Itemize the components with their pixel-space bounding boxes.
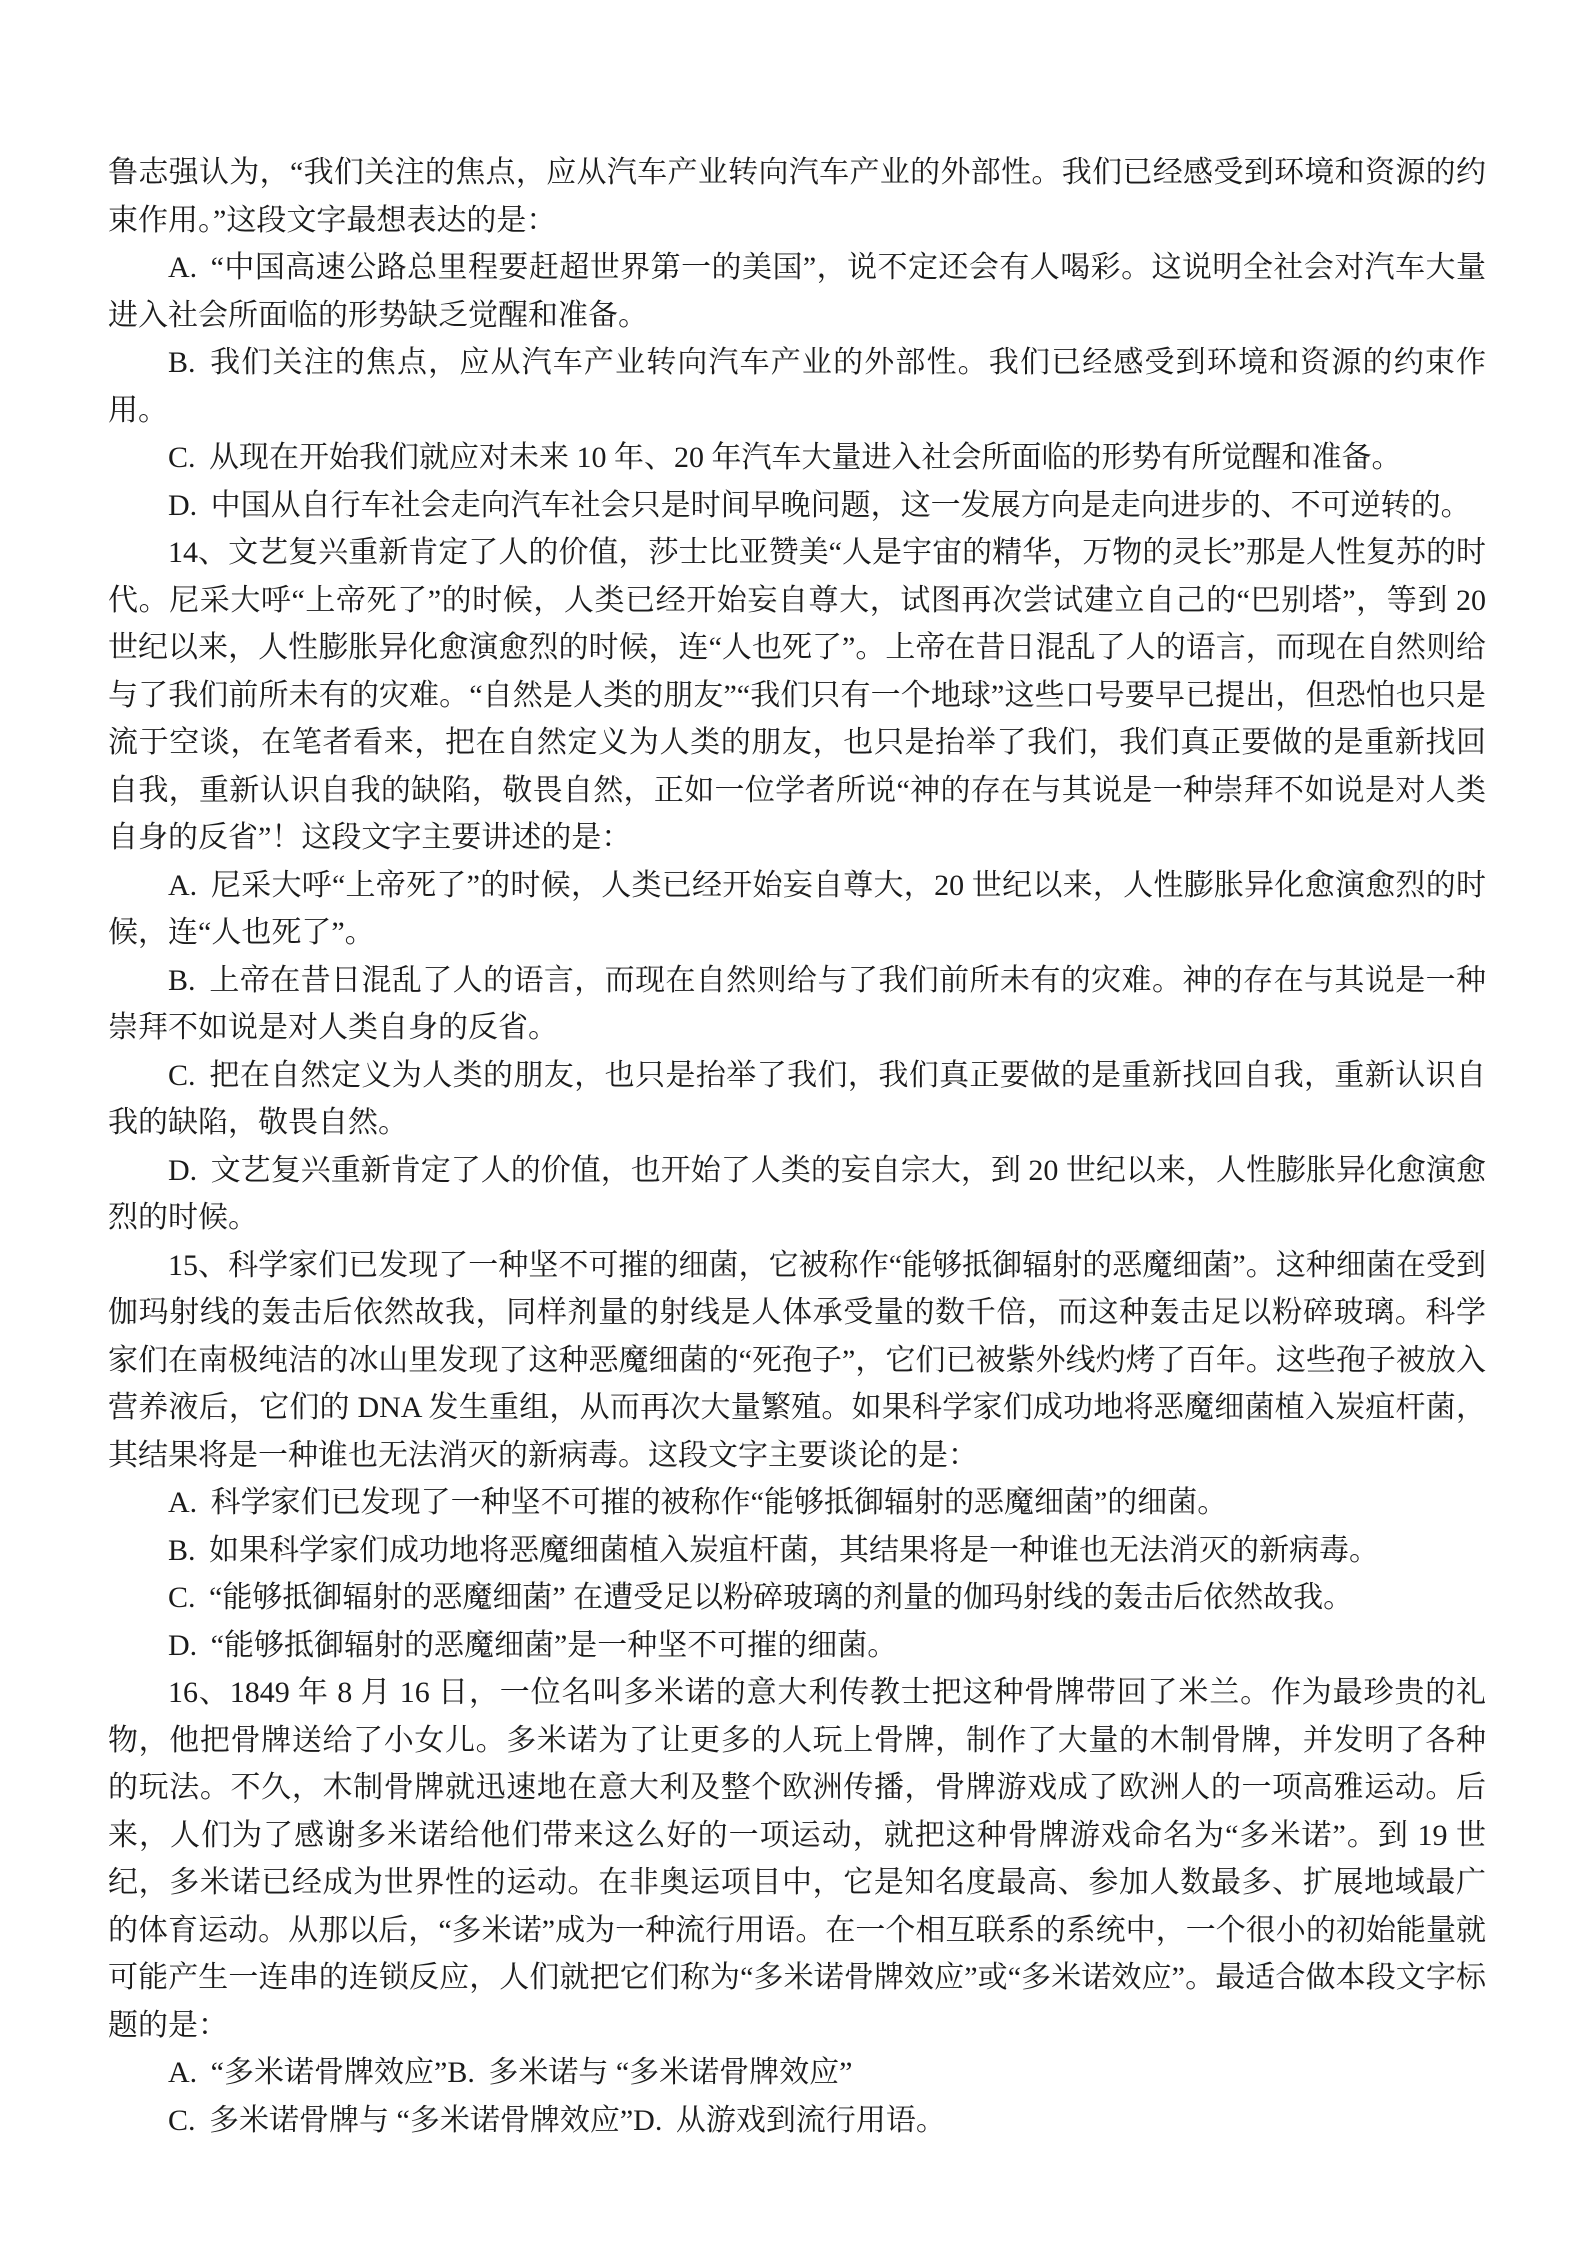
question-13-option-a	[108, 244, 1486, 339]
option-text: “能够抵御辐射的恶魔细菌”是一种坚不可摧的细菌。	[210, 1628, 898, 1662]
option-label: A.	[168, 2056, 198, 2089]
question-13-option-c	[108, 434, 1486, 482]
option-text: 如果科学家们成功地将恶魔细菌植入炭疽杆菌，其结果将是一种谁也无法消灭的新病毒。	[209, 1533, 1380, 1567]
question-stem-text: 文艺复兴重新肯定了人的价值，莎士比亚赞美“人是宇宙的精华，万物的灵长”那是人性复苏的时代。尼采大呼“上帝死了”的时候，人类已经开始妄自尊大，试图再次尝试建立自己的“巴别塔”，等到 20 世纪以来，人性膨胀异化愈演愈烈的时候，连“人也死了”。上帝在昔日混乱了人的语言，而现在自然则给与了我们前所未有的灾难。“自然是人类的朋友”“我们只有一个地球”这些口号要早已提出，但恐怕也只是流于空谈，在笔者看来，把在自然定义为人类的朋友，也只是抬举了我们，我们真正要做的是重新找回自我，重新认识自我的缺陷，敬畏自然，正如一位学者所说“神的存在与其说是一种崇拜不如说是对人类自身的反省”！这段文字主要讲述的是：	[108, 536, 1486, 854]
option-text: 文艺复兴重新肯定了人的价值，也开始了人类的妄自宗大，到 20 世纪以来，人性膨胀异化愈演愈烈的时候。	[108, 1153, 1486, 1234]
question-number: 16、	[168, 1676, 230, 1709]
option-text: 上帝在昔日混乱了人的语言，而现在自然则给与了我们前所未有的灾难。神的存在与其说是一种崇拜不如说是对人类自身的反省。	[108, 963, 1486, 1044]
question-15-stem	[108, 1242, 1486, 1480]
option-label: B.	[168, 346, 196, 379]
option-label: A.	[168, 868, 198, 902]
option-text: 把在自然定义为人类的朋友，也只是抬举了我们，我们真正要做的是重新找回自我，重新认识自我的缺陷，敬畏自然。	[108, 1058, 1486, 1139]
question-stem-text: 科学家们已发现了一种坚不可摧的细菌，它被称作“能够抵御辐射的恶魔细菌”。这种细菌在受到伽玛射线的轰击后依然故我，同样剂量的射线是人体承受量的数千倍，而这种轰击足以粉碎玻璃。科学家们在南极纯洁的冰山里发现了这种恶魔细菌的“死孢子”，它们已被紫外线灼烤了百年。这些孢子被放入营养液后，它们的 DNA 发生重组，从而再次大量繁殖。如果科学家们成功地将恶魔细菌植入炭疽杆菌，其结果将是一种谁也无法消灭的新病毒。这段文字主要谈论的是：	[108, 1248, 1486, 1472]
option-text: 多米诺与 “多米诺骨牌效应”	[488, 2056, 853, 2089]
question-15-option-c	[108, 1574, 1486, 1622]
option-label: C.	[168, 1581, 196, 1614]
question-15-option-d	[108, 1622, 1486, 1670]
question-14-option-d	[108, 1147, 1486, 1242]
option-label: B.	[168, 963, 196, 997]
question-16-options-cd	[108, 2097, 1486, 2145]
option-label: D.	[168, 488, 198, 522]
option-label: B.	[447, 2056, 475, 2089]
question-13-stem-continuation: 鲁志强认为，“我们关注的焦点，应从汽车产业转向汽车产业的外部性。我们已经感受到环境和资源的约束作用。”这段文字最想表达的是：	[108, 156, 1486, 237]
option-text: “多米诺骨牌效应”	[210, 2056, 448, 2089]
question-16-stem	[108, 1669, 1486, 2049]
question-14-option-c	[108, 1052, 1486, 1147]
question-15-option-a	[108, 1479, 1486, 1527]
option-label: D.	[168, 1153, 198, 1187]
option-label: A.	[168, 251, 198, 284]
option-text: “中国高速公路总里程要赶超世界第一的美国”，说不定还会有人喝彩。这说明全社会对汽车大量进入社会所面临的形势缺乏觉醒和准备。	[108, 251, 1486, 332]
option-label: B.	[168, 1533, 196, 1567]
question-number: 15、	[168, 1248, 229, 1282]
option-text: 中国从自行车社会走向汽车社会只是时间早晚问题，这一发展方向是走向进步的、不可逆转的。	[210, 488, 1471, 522]
option-text: “能够抵御辐射的恶魔细菌” 在遭受足以粉碎玻璃的剂量的伽玛射线的轰击后依然故我。	[209, 1581, 1354, 1614]
option-text: 多米诺骨牌与 “多米诺骨牌效应”	[209, 2103, 634, 2137]
option-text: 从现在开始我们就应对未来 10 年、20 年汽车大量进入社会所面临的形势有所觉醒和准备。	[209, 441, 1402, 474]
question-14-option-b	[108, 957, 1486, 1052]
question-14-option-a	[108, 862, 1486, 957]
option-text: 我们关注的焦点，应从汽车产业转向汽车产业的外部性。我们已经感受到环境和资源的约束作用。	[108, 346, 1486, 427]
option-label: D.	[168, 1628, 198, 1662]
option-text: 从游戏到流行用语。	[675, 2103, 946, 2137]
question-number: 14、	[168, 536, 229, 569]
option-text: 尼采大呼“上帝死了”的时候，人类已经开始妄自尊大，20 世纪以来，人性膨胀异化愈演愈烈的时候，连“人也死了”。	[108, 868, 1486, 949]
option-label: D.	[633, 2103, 663, 2137]
option-label: C.	[168, 1058, 196, 1092]
question-13-option-b	[108, 339, 1486, 434]
question-14-stem	[108, 529, 1486, 862]
question-13-option-d	[108, 482, 1486, 530]
option-text: 科学家们已发现了一种坚不可摧的被称作“能够抵御辐射的恶魔细菌”的细菌。	[210, 1486, 1228, 1519]
question-16-options-ab	[108, 2049, 1486, 2097]
option-label: C.	[168, 441, 196, 474]
question-15-option-b	[108, 1527, 1486, 1575]
option-label: C.	[168, 2103, 196, 2137]
option-label: A.	[168, 1486, 198, 1519]
question-stem-text: 1849 年 8 月 16 日，一位名叫多米诺的意大利传教士把这种骨牌带回了米兰。作为最珍贵的礼物，他把骨牌送给了小女儿。多米诺为了让更多的人玩上骨牌，制作了大量的木制骨牌，并发明了各种的玩法。不久，木制骨牌就迅速地在意大利及整个欧洲传播，骨牌游戏成了欧洲人的一项高雅运动。后来，人们为了感谢多米诺给他们带来这么好的一项运动，就把这种骨牌游戏命名为“多米诺”。到 19 世纪，多米诺已经成为世界性的运动。在非奥运项目中，它是知名度最高、参加人数最多、扩展地域最广的体育运动。从那以后，“多米诺”成为一种流行用语。在一个相互联系的系统中，一个很小的初始能量就可能产生一连串的连锁反应，人们就把它们称为“多米诺骨牌效应”或“多米诺效应”。最适合做本段文字标题的是：	[108, 1676, 1487, 2042]
